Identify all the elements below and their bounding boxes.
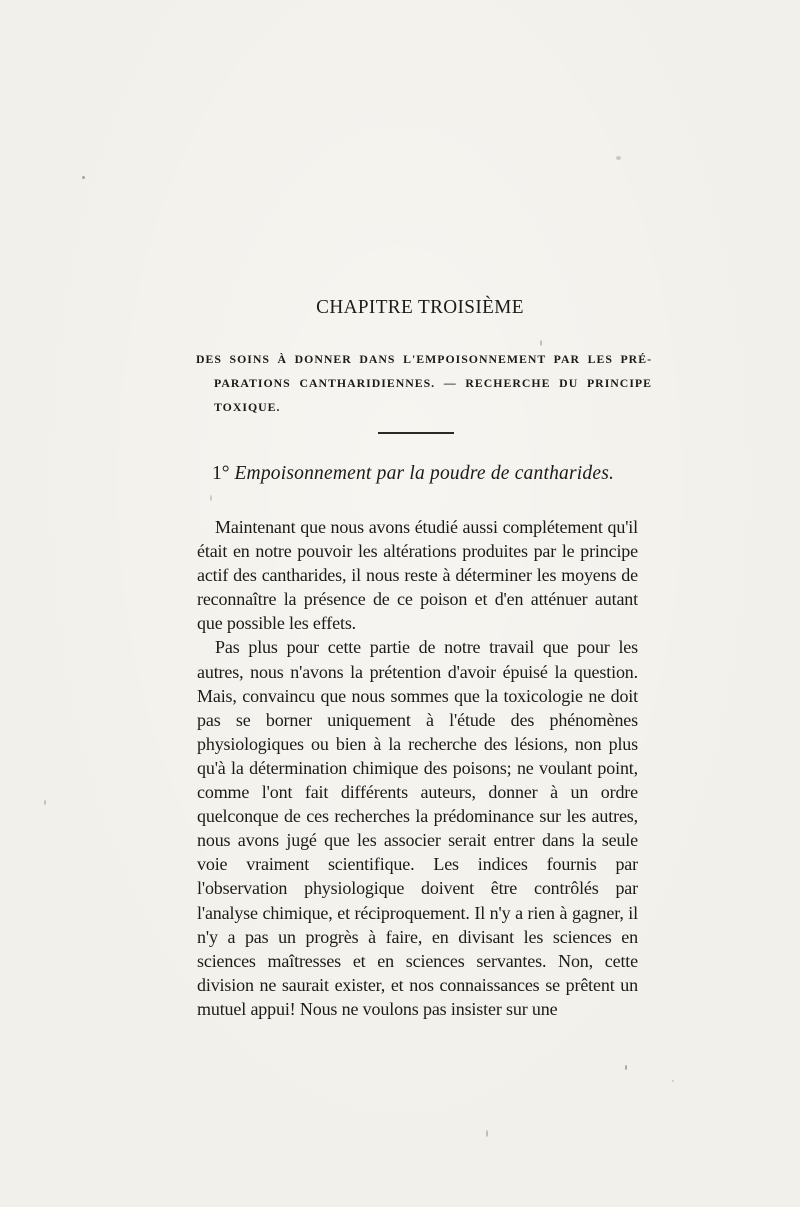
paragraph: Maintenant que nous avons étudié aussi complétement qu'il était en notre pouvoir les altérations produites par le principe actif des cantharides, il nous reste à déterminer les moyens de reconnaître la présence de ce poison et d'en atténuer autant que possible les effets. (197, 517, 638, 634)
paragraph: Pas plus pour cette partie de notre travail que pour les autres, nous n'avons la prétention d'avoir épuisé la question. Mais, convaincu que nous sommes que la toxicologie ne doit pas se borner uniquement à l'étude des phénomènes physiologiques ou bien à la recherche des lésions, non plus qu'à la détermination chimique des poisons; ne voulant point, comme l'ont fait différents auteurs, donner à un ordre quelconque de ces recherches la prédominance sur les autres, nous avons jugé que les associer serait entrer dans la seule voie vraiment scientifique. Les indices fournis par l'observation physiologique doivent être contrôlés par l'analyse chimique, et réciproquement. Il n'y a rien à gagner, il n'y a pas un progrès à faire, en divisant les sciences en sciences maîtresses et en sciences servantes. Non, cette division ne saurait exister, et nos connaissances se prêtent un mutuel appui! Nous ne voulons pas insister sur une (197, 637, 638, 1019)
section-title: Empoisonnement par la poudre de cantharides. (234, 463, 615, 484)
subtitle-line: TOXIQUE. (214, 400, 281, 414)
paper-speck (540, 340, 542, 346)
section-number: 1° (212, 463, 230, 484)
paper-speck (44, 800, 46, 805)
paper-speck (486, 1130, 488, 1137)
chapter-subtitle (196, 347, 652, 419)
section-divider (378, 432, 454, 434)
subtitle-line: DES SOINS À DONNER DANS L'EMPOISONNEMENT PAR LES PRÉ- (196, 352, 652, 366)
section-heading (212, 463, 614, 485)
subtitle-line: PARATIONS CANTHARIDIENNES. — RECHERCHE DU PRINCIPE (214, 376, 652, 390)
paper-speck (616, 156, 621, 160)
paper-speck (625, 1065, 627, 1070)
paper-speck (82, 176, 85, 179)
paper-speck (672, 1080, 674, 1082)
body-text (197, 515, 638, 1021)
paper-speck (210, 495, 212, 501)
chapter-title: CHAPITRE TROISIÈME (316, 296, 524, 318)
